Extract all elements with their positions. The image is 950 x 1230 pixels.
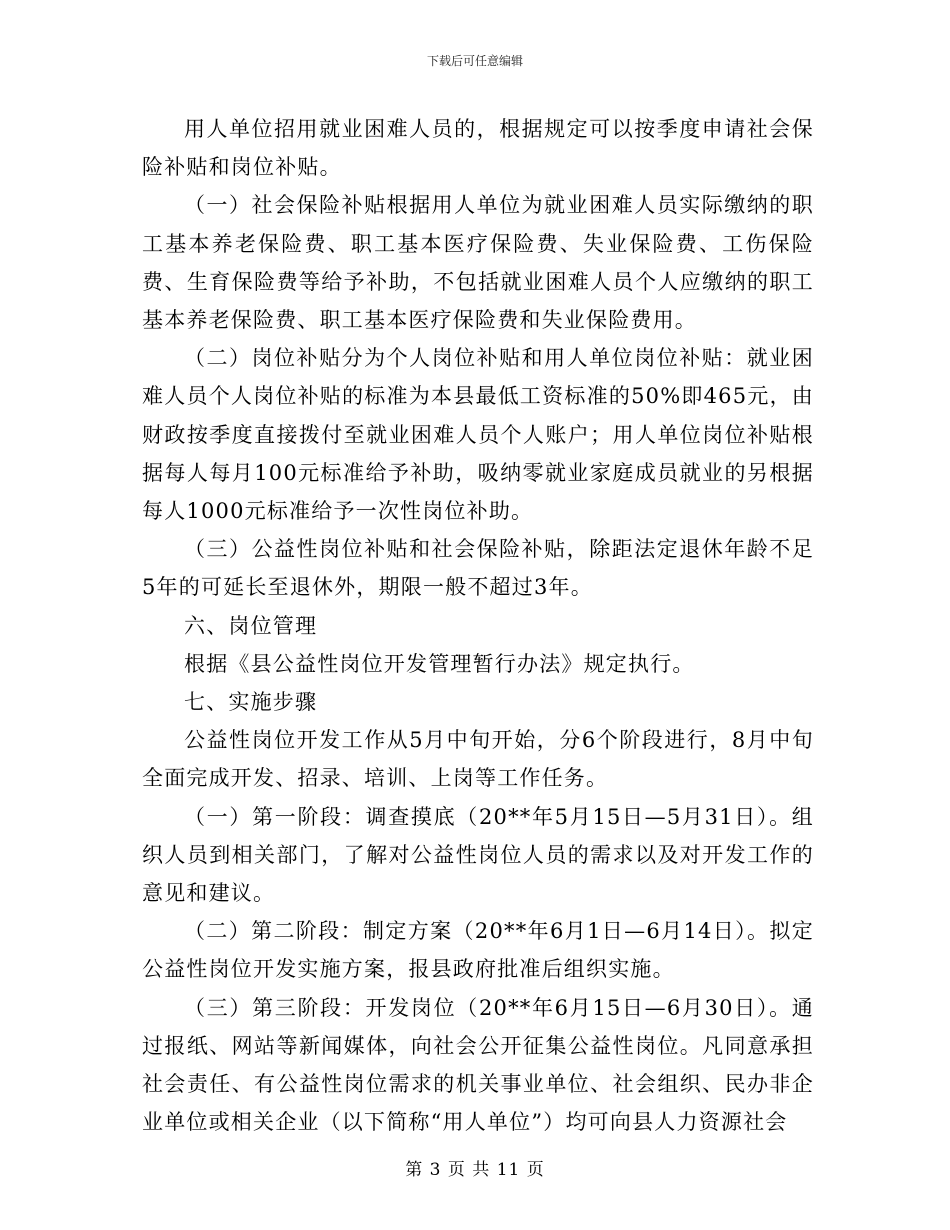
paragraph-stage-2: （二）第二阶段：制定方案（20**年6月1日—6月14日）。拟定公益性岗位开发实施方案，报县政府批准后组织实施。: [142, 919, 814, 982]
section-heading-post-management: 六、岗位管理: [184, 613, 318, 638]
paragraph-intro: 用人单位招用就业困难人员的，根据规定可以按季度申请社会保险补贴和岗位补贴。: [142, 117, 814, 180]
section-heading-implementation-steps: 七、实施步骤: [184, 690, 318, 715]
page-header: 下载后可任意编辑: [426, 54, 523, 68]
document-body: [142, 110, 814, 1141]
paragraph-social-insurance-subsidy: （一）社会保险补贴根据用人单位为就业困难人员实际缴纳的职工基本养老保险费、职工基本医疗保险费、失业保险费、工伤保险费、生育保险费等给予补助，不包括就业困难人员个人应缴纳的职工基本养老保险费、职工基本医疗保险费和失业保险费用。: [142, 193, 814, 333]
page-footer: 第 3 页 共 11 页: [405, 1160, 545, 1180]
paragraph-subsidy-period: （三）公益性岗位补贴和社会保险补贴，除距法定退休年龄不足5年的可延长至退休外，期限一般不超过3年。: [142, 537, 814, 600]
paragraph-stage-3: （三）第三阶段：开发岗位（20**年6月15日—6月30日）。通过报纸、网站等新闻媒体，向社会公开征集公益性岗位。凡同意承担社会责任、有公益性岗位需求的机关事业单位、社会组织、民办非企业单位或相关企业（以下简称“用人单位”）均可向县人力资源社会: [142, 995, 814, 1135]
paragraph-implementation-overview: 公益性岗位开发工作从5月中旬开始，分6个阶段进行，8月中旬全面完成开发、招录、培训、上岗等工作任务。: [142, 728, 814, 791]
paragraph-post-subsidy: （二）岗位补贴分为个人岗位补贴和用人单位岗位补贴：就业困难人员个人岗位补贴的标准为本县最低工资标准的50%即465元，由财政按季度直接拨付至就业困难人员个人账户；用人单位岗位补贴根据每人每月100元标准给予补助，吸纳零就业家庭成员就业的另根据每人1000元标准给予一次性岗位补助。: [142, 346, 814, 524]
paragraph-post-management: 根据《县公益性岗位开发管理暂行办法》规定执行。: [184, 651, 695, 676]
paragraph-stage-1: （一）第一阶段：调查摸底（20**年5月15日—5月31日）。组织人员到相关部门，了解对公益性岗位人员的需求以及对开发工作的意见和建议。: [142, 804, 814, 906]
